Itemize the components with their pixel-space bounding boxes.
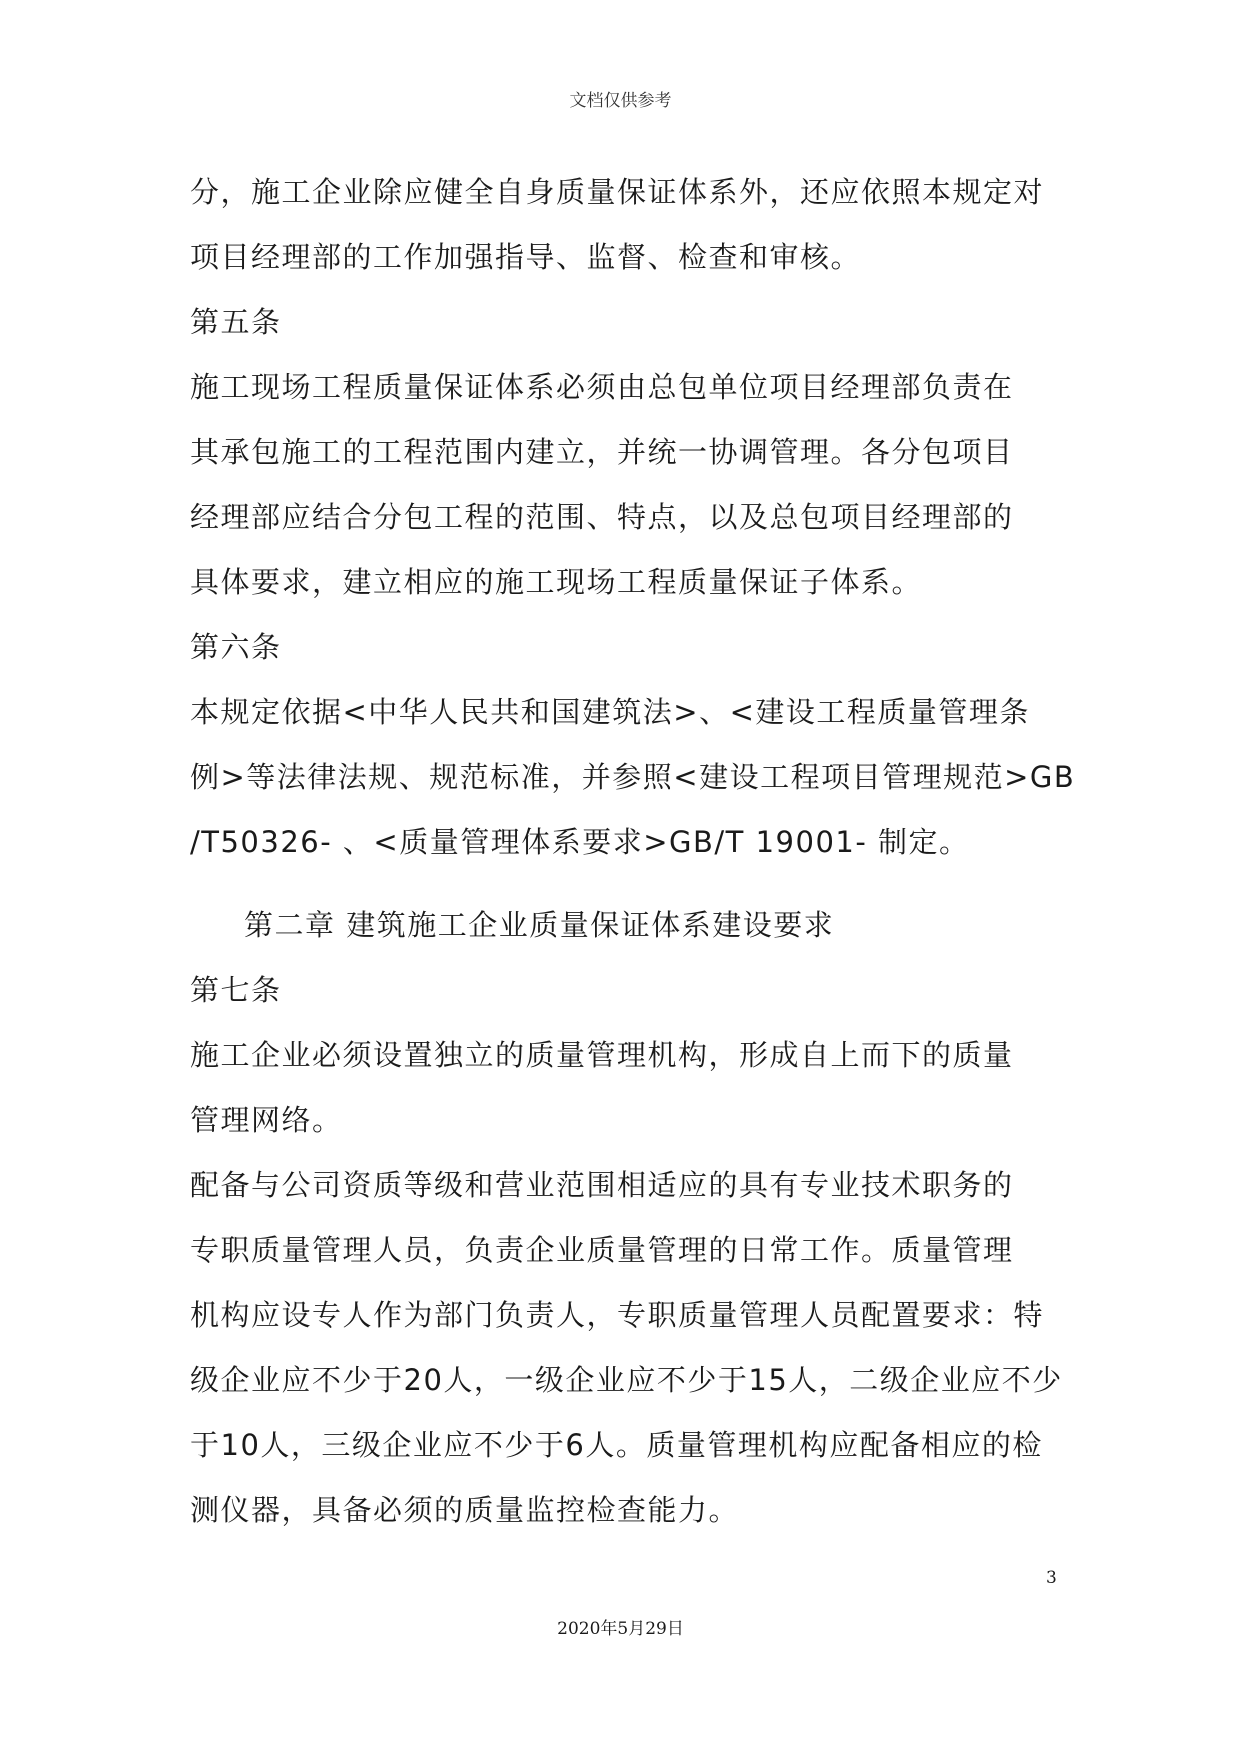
article-heading: 第六条 (190, 630, 282, 664)
body-line: 其承包施工的工程范围内建立，并统一协调管理。各分包项目 (190, 435, 1014, 469)
chapter-heading: 第二章 建筑施工企业质量保证体系建设要求 (244, 908, 835, 942)
body-line: 经理部应结合分包工程的范围、特点，以及总包项目经理部的 (190, 500, 1014, 534)
body-line: 例>等法律法规、规范标准，并参照<建设工程项目管理规范>GB (190, 760, 1076, 794)
body-line: 本规定依据<中华人民共和国建筑法>、<建设工程质量管理条 (190, 695, 1030, 729)
body-line: 施工企业必须设置独立的质量管理机构，形成自上而下的质量 (190, 1038, 1014, 1072)
article-heading: 第五条 (190, 305, 282, 339)
article-heading: 第七条 (190, 973, 282, 1007)
document-body (190, 160, 1076, 1543)
body-line: 具体要求，建立相应的施工现场工程质量保证子体系。 (190, 565, 923, 599)
page-number: 3 (1046, 1568, 1057, 1588)
body-line: 测仪器，具备必须的质量监控检查能力。 (190, 1493, 740, 1527)
body-line: /T50326- 、<质量管理体系要求>GB/T 19001- 制定。 (190, 825, 970, 859)
footer-date: 2020年5月29日 (557, 1619, 684, 1639)
body-line: 分，施工企业除应健全自身质量保证体系外，还应依照本规定对 (190, 175, 1045, 209)
page-header: 文档仅供参考 (569, 91, 672, 111)
body-line: 配备与公司资质等级和营业范围相适应的具有专业技术职务的 (190, 1168, 1014, 1202)
body-line: 专职质量管理人员，负责企业质量管理的日常工作。质量管理 (190, 1233, 1014, 1267)
body-line: 项目经理部的工作加强指导、监督、检查和审核。 (190, 240, 862, 274)
body-line: 机构应设专人作为部门负责人，专职质量管理人员配置要求：特 (190, 1298, 1045, 1332)
body-line: 施工现场工程质量保证体系必须由总包单位项目经理部负责在 (190, 370, 1014, 404)
body-line: 于10人，三级企业应不少于6人。质量管理机构应配备相应的检 (190, 1428, 1043, 1462)
body-line: 级企业应不少于20人，一级企业应不少于15人，二级企业应不少 (190, 1363, 1063, 1397)
body-line: 管理网络。 (190, 1103, 343, 1137)
